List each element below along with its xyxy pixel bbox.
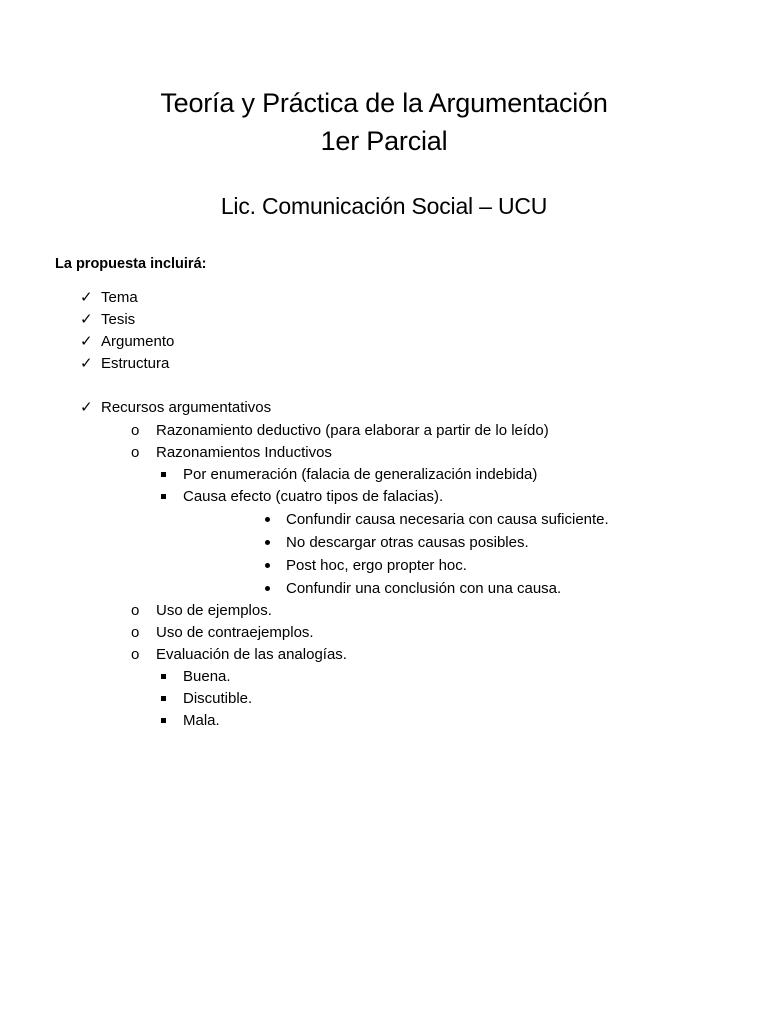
dot-bullet-icon	[265, 517, 270, 522]
list-item-label: Tesis	[101, 311, 136, 328]
intro-heading: La propuesta incluirá:	[55, 256, 207, 272]
contraejemplos-label: Uso de contraejemplos.	[156, 624, 314, 641]
square-bullet-icon	[161, 718, 166, 723]
analogia-item: Buena.	[183, 668, 231, 685]
circle-bullet-icon: o	[131, 422, 140, 439]
circle-bullet-icon: o	[131, 602, 140, 619]
circle-bullet-icon: o	[131, 646, 140, 663]
circle-bullet-icon: o	[131, 624, 140, 641]
list-item-label: Estructura	[101, 355, 170, 372]
analogia-item: Discutible.	[183, 690, 253, 707]
dot-bullet-icon	[265, 586, 270, 591]
list-item-label: Tema	[101, 289, 138, 306]
ejemplos-label: Uso de ejemplos.	[156, 602, 272, 619]
dot-bullet-icon	[265, 540, 270, 545]
analogias-label: Evaluación de las analogías.	[156, 646, 347, 663]
recursos-label: Recursos argumentativos	[101, 399, 272, 416]
falacia-item: Confundir causa necesaria con causa suficiente.	[286, 511, 609, 528]
razonamientos-inductivos: Razonamientos Inductivos	[156, 444, 332, 461]
causa-efecto-label: Causa efecto (cuatro tipos de falacias).	[183, 488, 444, 505]
falacia-item: Post hoc, ergo propter hoc.	[286, 557, 467, 574]
square-bullet-icon	[161, 472, 166, 477]
analogia-item: Mala.	[183, 712, 220, 729]
square-bullet-icon	[161, 494, 166, 499]
square-bullet-icon	[161, 696, 166, 701]
title-line-2: 1er Parcial	[320, 126, 448, 156]
list-item-label: Argumento	[101, 333, 175, 350]
check-icon: ✓	[80, 311, 93, 328]
enumeracion-label: Por enumeración (falacia de generalización indebida)	[183, 466, 538, 483]
razonamiento-deductivo: Razonamiento deductivo (para elaborar a partir de lo leído)	[156, 422, 549, 439]
square-bullet-icon	[161, 674, 166, 679]
check-icon: ✓	[80, 399, 93, 416]
circle-bullet-icon: o	[131, 444, 140, 461]
check-icon: ✓	[80, 289, 93, 306]
falacia-item: Confundir una conclusión con una causa.	[286, 580, 562, 597]
title-line-1: Teoría y Práctica de la Argumentación	[160, 88, 608, 118]
document-subtitle: Lic. Comunicación Social – UCU	[220, 193, 548, 219]
falacia-item: No descargar otras causas posibles.	[286, 534, 529, 551]
dot-bullet-icon	[265, 563, 270, 568]
check-icon: ✓	[80, 355, 93, 372]
document-title	[0, 84, 768, 160]
check-icon: ✓	[80, 333, 93, 350]
